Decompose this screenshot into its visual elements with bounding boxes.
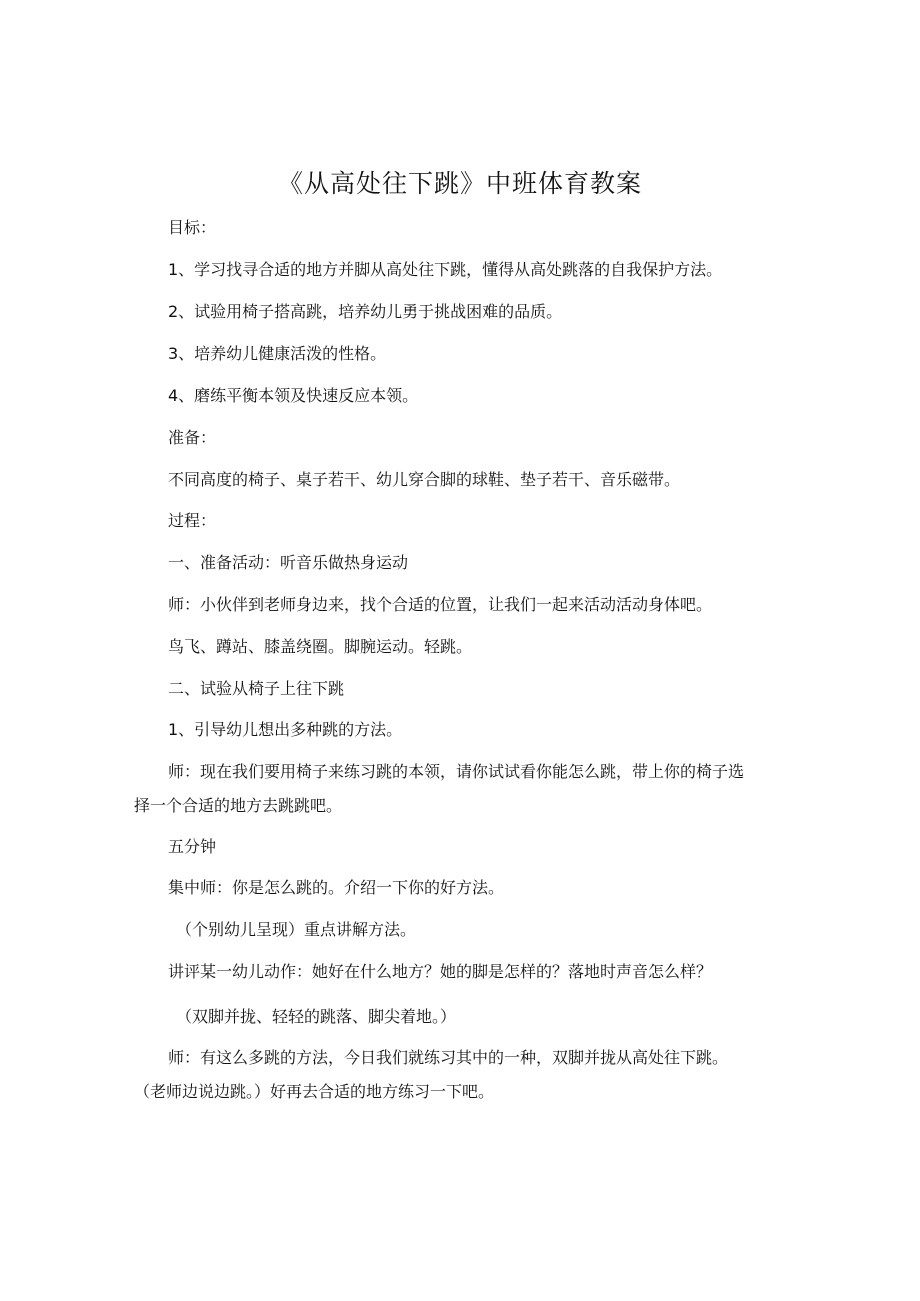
prep-text: 不同高度的椅子、桌子若干、幼儿穿合脚的球鞋、垫子若干、音乐磁带。 <box>168 470 681 489</box>
step2-teacher-line1: 师：现在我们要用椅子来练习跳的本领，请你试试看你能怎么跳，带上你的椅子选 <box>168 762 745 781</box>
step2-title: 二、试验从椅子上往下跳 <box>168 679 345 698</box>
process-heading: 过程： <box>168 511 217 530</box>
comment-text: 讲评某一幼儿动作：她好在什么地方？她的脚是怎样的？落地时声音怎么样？ <box>168 962 713 981</box>
step1-title: 一、准备活动：听音乐做热身运动 <box>168 553 409 572</box>
step2-sub1: 1、引导幼儿想出多种跳的方法。 <box>168 720 403 739</box>
gather-text: 集中师：你是怎么跳的。介绍一下你的好方法。 <box>168 878 505 897</box>
answer-text: （双脚并拢、轻轻的跳落、脚尖着地。） <box>176 1007 457 1026</box>
five-minutes: 五分钟 <box>168 837 217 856</box>
goal-heading: 目标： <box>168 218 217 237</box>
prep-heading: 准备： <box>168 428 217 447</box>
step2-teacher-line2: 择一个合适的地方去跳跳吧。 <box>134 796 343 815</box>
final-line1: 师：有这么多跳的方法，今日我们就练习其中的一种，双脚并拢从高处往下跳。 <box>168 1048 729 1067</box>
goal-item-2: 2、试验用椅子搭高跳，培养幼儿勇于挑战困难的品质。 <box>168 302 563 321</box>
step1-moves: 鸟飞、蹲站、膝盖绕圈。脚腕运动。轻跳。 <box>168 637 473 656</box>
page-title: 《从高处往下跳》中班体育教案 <box>277 169 642 198</box>
final-line2: （老师边说边跳。）好再去合适的地方练习一下吧。 <box>134 1082 495 1101</box>
individual-text: （个别幼儿呈现）重点讲解方法。 <box>176 920 417 939</box>
goal-item-1: 1、学习找寻合适的地方并脚从高处往下跳，懂得从高处跳落的自我保护方法。 <box>168 260 723 279</box>
goal-item-4: 4、磨练平衡本领及快速反应本领。 <box>168 386 419 405</box>
goal-item-3: 3、培养幼儿健康活泼的性格。 <box>168 344 387 363</box>
step1-teacher: 师：小伙伴到老师身边来，找个合适的位置，让我们一起来活动活动身体吧。 <box>168 595 713 614</box>
